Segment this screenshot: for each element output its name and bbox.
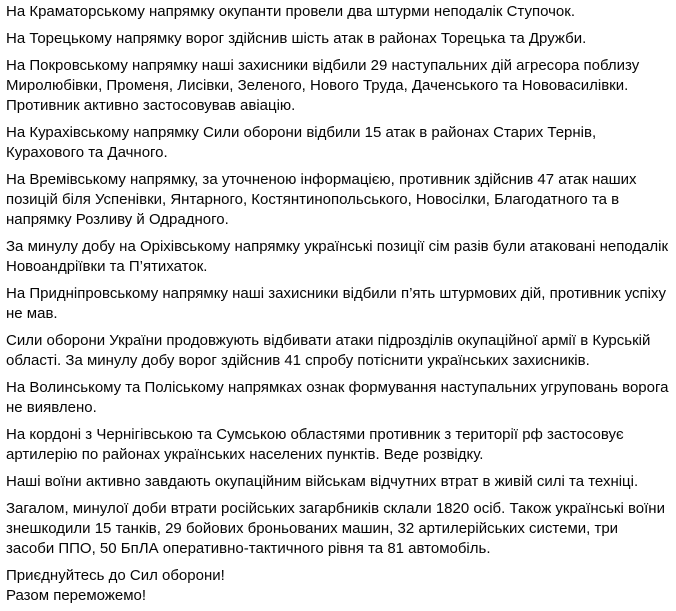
paragraph-volyn-polissia: На Волинському та Поліському напрямках ознак формування наступальних угруповань ворога не виявлено. [6, 379, 669, 416]
paragraph-border: На кордоні з Чернігівською та Сумською областями противник з території рф застосовує артилерію по районах українських населених пунктів. Веде розвідку. [6, 426, 624, 463]
paragraph-orikhiv: За минулу добу на Оріхівському напрямку українські позиції сім разів були атаковані неподалік Новоандріївки та П’ятихаток. [6, 238, 669, 275]
closing-line-join: Приєднуйтесь до Сил оборони! [6, 567, 225, 584]
paragraph-vremivka: На Времівському напрямку, за уточненою інформацією, противник здійснив 47 атак наших позицій біля Успенівки, Янтарного, Костянтинопольського, Новосілки, Благодатного та в напрямку Розливу й Одрадного. [6, 171, 637, 228]
paragraph-kramatorsk: На Краматорському напрямку окупанти провели два штурми неподалік Ступочок. [6, 3, 575, 20]
closing-line-victory: Разом переможемо! [6, 587, 147, 604]
paragraph-kursk: Сили оборони України продовжують відбивати атаки підрозділів окупаційної армії в Курській області. За минулу добу ворог здійснив 41 спробу потіснити українських захисників. [6, 332, 651, 369]
paragraph-losses-totals: Загалом, минулої доби втрати російських загарбників склали 1820 осіб. Також українські воїни знешкодили 15 танків, 29 бойових броньованих машин, 32 артилерійських системи, три засоби ППО, 50 БпЛА оперативно-тактичного рівня та 81 автомобіль. [6, 500, 665, 557]
paragraph-pokrovsk: На Покровському напрямку наші захисники відбили 29 наступальних дій агресора поблизу Миролюбівки, Променя, Лисівки, Зеленого, Нового Труда, Даченського та Нововасилівки. Противник активно застосовував авіацію. [6, 57, 640, 114]
paragraph-kurakhove: На Курахівському напрямку Сили оборони відбили 15 атак в районах Старих Тернів, Курахового та Дачного. [6, 124, 597, 161]
paragraph-prydniprovske: На Придніпровському напрямку наші захисники відбили п’ять штурмових дій, противник успіху не мав. [6, 285, 666, 322]
paragraph-toretsk: На Торецькому напрямку ворог здійснив шість атак в районах Торецька та Дружби. [6, 30, 587, 47]
closing-paragraph [6, 566, 670, 606]
paragraph-losses-general: Наші воїни активно завдають окупаційним військам відчутних втрат в живій силі та техніці. [6, 473, 639, 490]
